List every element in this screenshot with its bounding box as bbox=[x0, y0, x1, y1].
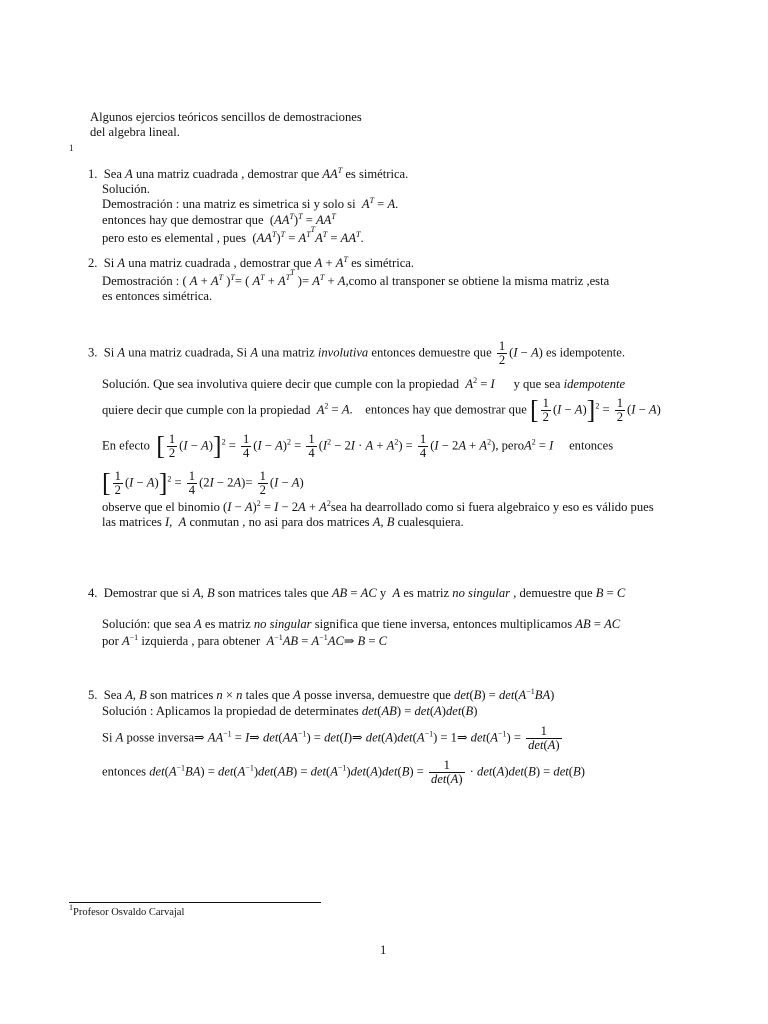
ex5-statement: 5. Sea A, B son matrices n × n tales que A posse inversa, demuestre que $\det(B) = \det(A^{-1}BA)$ bbox=[88, 687, 555, 702]
footnote bbox=[69, 905, 184, 920]
ex5-text: son matrices bbox=[149, 688, 214, 702]
ex5-text: Solución : Aplicamos la propiedad de determinates bbox=[102, 704, 359, 718]
ex3-text: quiere decir que cumple con la propiedad bbox=[102, 403, 311, 417]
footnote-marker: 1 bbox=[69, 143, 74, 153]
ex3-efecto: En efecto [ $\frac{1}{2}$ (I − A)]$^2$ = $\frac{1}{4}$ $(I - A)^2$ = $\frac{1}{4}$ $(I^2 - 2I \cdot A + A^2)$ = $\frac{1}{4}$ $(I - 2A + A^2)$, peroA$^2$ = I entonces bbox=[102, 431, 614, 461]
ex1-text: una matriz cuadrada , demostrar que bbox=[135, 167, 320, 181]
ex1-text: Demostración : una matriz es simetrica si y solo si bbox=[102, 197, 356, 211]
ex3-observation-2: las matrices I, A conmutan , no asi para dos matrices A, B cualesquiera. bbox=[102, 515, 464, 529]
ex1-statement: 1. Sea A una matriz cuadrada , demostrar que $AA^T$ es simétrica. bbox=[88, 166, 409, 181]
ex2-demonstration: Demostración : ( $A + A^T$ )$^T$= ( $A^T + A^{T^T}$ )= $A^T$ + A,como al transponer se obtiene la misma matriz ,esta bbox=[102, 268, 610, 288]
ex4-text: significa que tiene inversa, entonces multiplicamos bbox=[314, 617, 573, 631]
ex1-text: es simétrica. bbox=[345, 167, 409, 181]
ex4-text: y bbox=[379, 586, 387, 600]
ex3-text: sea ha dearrollado como si fuera algebraico y eso es válido pues bbox=[330, 500, 654, 514]
ex5-solution: Solución : Aplicamos la propiedad de determinates det(AB) = det(A)det(B) bbox=[102, 704, 478, 718]
ex3-text: entonces bbox=[569, 438, 614, 453]
ex2-text: Si bbox=[103, 256, 115, 270]
ex4-text: Solución: que sea bbox=[102, 617, 191, 631]
ex3-involutiva: involutiva bbox=[317, 345, 369, 360]
ex3-text: una matriz cuadrada, Si bbox=[128, 345, 248, 360]
ex4-nosingular: no singular bbox=[253, 617, 312, 631]
ex2-number: 2. bbox=[88, 256, 98, 270]
ex3-solution-2: quiere decir que cumple con la propiedad $A^2 = A$. entonces hay que demostrar que [ $\frac{1}{2}$ (I − A)]$^2$ = $\frac{1}{2}$ (I − A) bbox=[102, 395, 661, 425]
ex3-text: Solución. Que sea involutiva quiere decir que cumple con la propiedad bbox=[102, 377, 460, 391]
ex4-text: Demostrar que si bbox=[103, 586, 190, 600]
ex4-text: son matrices tales que bbox=[217, 586, 329, 600]
ex4-text: es matriz bbox=[403, 586, 450, 600]
ex4-solution-2: por $A^{-1}$ izquierda , para obtener $A^{-1}AB$ = $A^{-1}AC\Rightarrow$ B = C bbox=[102, 633, 388, 648]
ex2-text: es simétrica. bbox=[351, 256, 415, 270]
ex5-number: 5. bbox=[88, 688, 98, 702]
ex4-text: es matriz bbox=[204, 617, 251, 631]
ex5-entonces: entonces $\det(A^{-1}BA) = \det(A^{-1})\det(AB) = \det(A^{-1})\det(A)\det(B)$ = $\frac{1}{\det(A)}$ · det(A)det(B) = det(B) bbox=[102, 758, 585, 786]
ex4-number: 4. bbox=[88, 586, 98, 600]
ex3-text: entonces demuestre que bbox=[371, 345, 492, 360]
ex3-text: cualesquiera. bbox=[397, 515, 464, 529]
ex3-observation: observe que el binomio $(I - A)^2 = I - 2A + A^2sea$ ha dearrollado como si fuera algebraico y eso es válido pues bbox=[102, 499, 654, 514]
ex5-text: posse inversa, demuestre que bbox=[304, 688, 451, 702]
ex3-result: [ $\frac{1}{2}$ (I − A)]$^2$ = $\frac{1}{4}$ (2I − 2A)= $\frac{1}{2}$ (I − A) bbox=[102, 468, 304, 498]
ex4-statement: 4. Demostrar que si A, B son matrices tales que AB = AC y A es matriz no singular , demuestre que B = C bbox=[88, 586, 626, 600]
ex1-then: entonces hay que demostrar que $(AA^T)^T = AA^T$ bbox=[102, 212, 336, 227]
ex2-text: Demostración : bbox=[102, 274, 180, 288]
ex5-si: Si A posse inversa⇒ $AA^{-1}$ = I⇒ $\det(AA^{-1})$ = det(I)⇒ $\det(A)\det(A^{-1})$ = 1⇒ $\det(A^{-1})$ = $\frac{1}{\det(A)}$ bbox=[102, 724, 560, 752]
ex5-text: posse inversa bbox=[126, 730, 195, 745]
footnote-rule bbox=[69, 902, 321, 903]
ex3-text: entonces hay que demostrar que bbox=[365, 402, 527, 417]
ex3-text: En efecto bbox=[102, 438, 150, 453]
ex4-text: izquierda , para obtener bbox=[141, 634, 261, 648]
ex1-solution-label: Solución. bbox=[102, 182, 150, 196]
ex3-text: una matriz bbox=[261, 345, 315, 360]
ex1-but: pero esto es elemental , pues $(AA^T)^T = A^{T^T}A^T = AA^T$. bbox=[102, 225, 364, 245]
doc-title-line2: del algebra lineal. bbox=[90, 125, 180, 139]
page-number: 1 bbox=[380, 943, 387, 957]
ex1-text: Sea bbox=[103, 167, 122, 181]
ex5-text: Si bbox=[102, 730, 113, 745]
ex2-text: una matriz cuadrada , demostrar que bbox=[128, 256, 312, 270]
ex3-text: , pero bbox=[495, 438, 525, 453]
ex5-text: entonces bbox=[102, 764, 147, 779]
doc-title-line1: Algunos ejercios teóricos sencillos de demostraciones bbox=[90, 110, 362, 124]
ex3-text: las matrices bbox=[102, 515, 162, 529]
ex4-text: , demuestre que bbox=[513, 586, 593, 600]
ex3-idempotente: idempotente bbox=[563, 377, 626, 391]
ex1-number: 1. bbox=[88, 167, 98, 181]
ex1-demonstration: Demostración : una matriz es simetrica si y solo si $A^T = A$. bbox=[102, 196, 399, 211]
ex3-statement: 3. Si A una matriz cuadrada, Si A una matriz involutiva entonces demuestre que $\frac{1}{2}$ (I − A) es idempotente. bbox=[88, 339, 626, 367]
ex3-text: es idempotente. bbox=[545, 345, 626, 360]
ex4-nosingular: no singular bbox=[452, 586, 511, 600]
ex3-number: 3. bbox=[88, 345, 98, 360]
footnote-text: Profesor Osvaldo Carvajal bbox=[73, 907, 185, 918]
ex3-text: conmutan , no asi para dos matrices bbox=[189, 515, 370, 529]
ex5-text: tales que bbox=[245, 688, 290, 702]
ex1-text: entonces hay que demostrar que bbox=[102, 213, 264, 227]
ex2-text: ,como al transponer se obtiene la misma matriz ,esta bbox=[345, 274, 610, 288]
ex3-text: y que sea bbox=[513, 377, 561, 391]
ex5-text: Sea bbox=[103, 688, 122, 702]
ex4-solution: Solución: que sea A es matriz no singular significa que tiene inversa, entonces multiplicamos AB = AC bbox=[102, 617, 621, 631]
footnote-mark: 1 bbox=[69, 903, 73, 912]
ex3-text: observe que el binomio bbox=[102, 500, 220, 514]
ex3-text: Si bbox=[103, 345, 115, 360]
ex2-demonstration-line2: es entonces simétrica. bbox=[102, 289, 213, 303]
ex1-text: pero esto es elemental , pues bbox=[102, 231, 247, 245]
ex2-statement: 2. Si A una matriz cuadrada , demostrar que $A + A^T$ es simétrica. bbox=[88, 255, 415, 270]
ex3-solution: Solución. Que sea involutiva quiere decir que cumple con la propiedad $A^2 = I$ y que sea idempotente bbox=[102, 376, 626, 391]
ex4-text: por bbox=[102, 634, 119, 648]
